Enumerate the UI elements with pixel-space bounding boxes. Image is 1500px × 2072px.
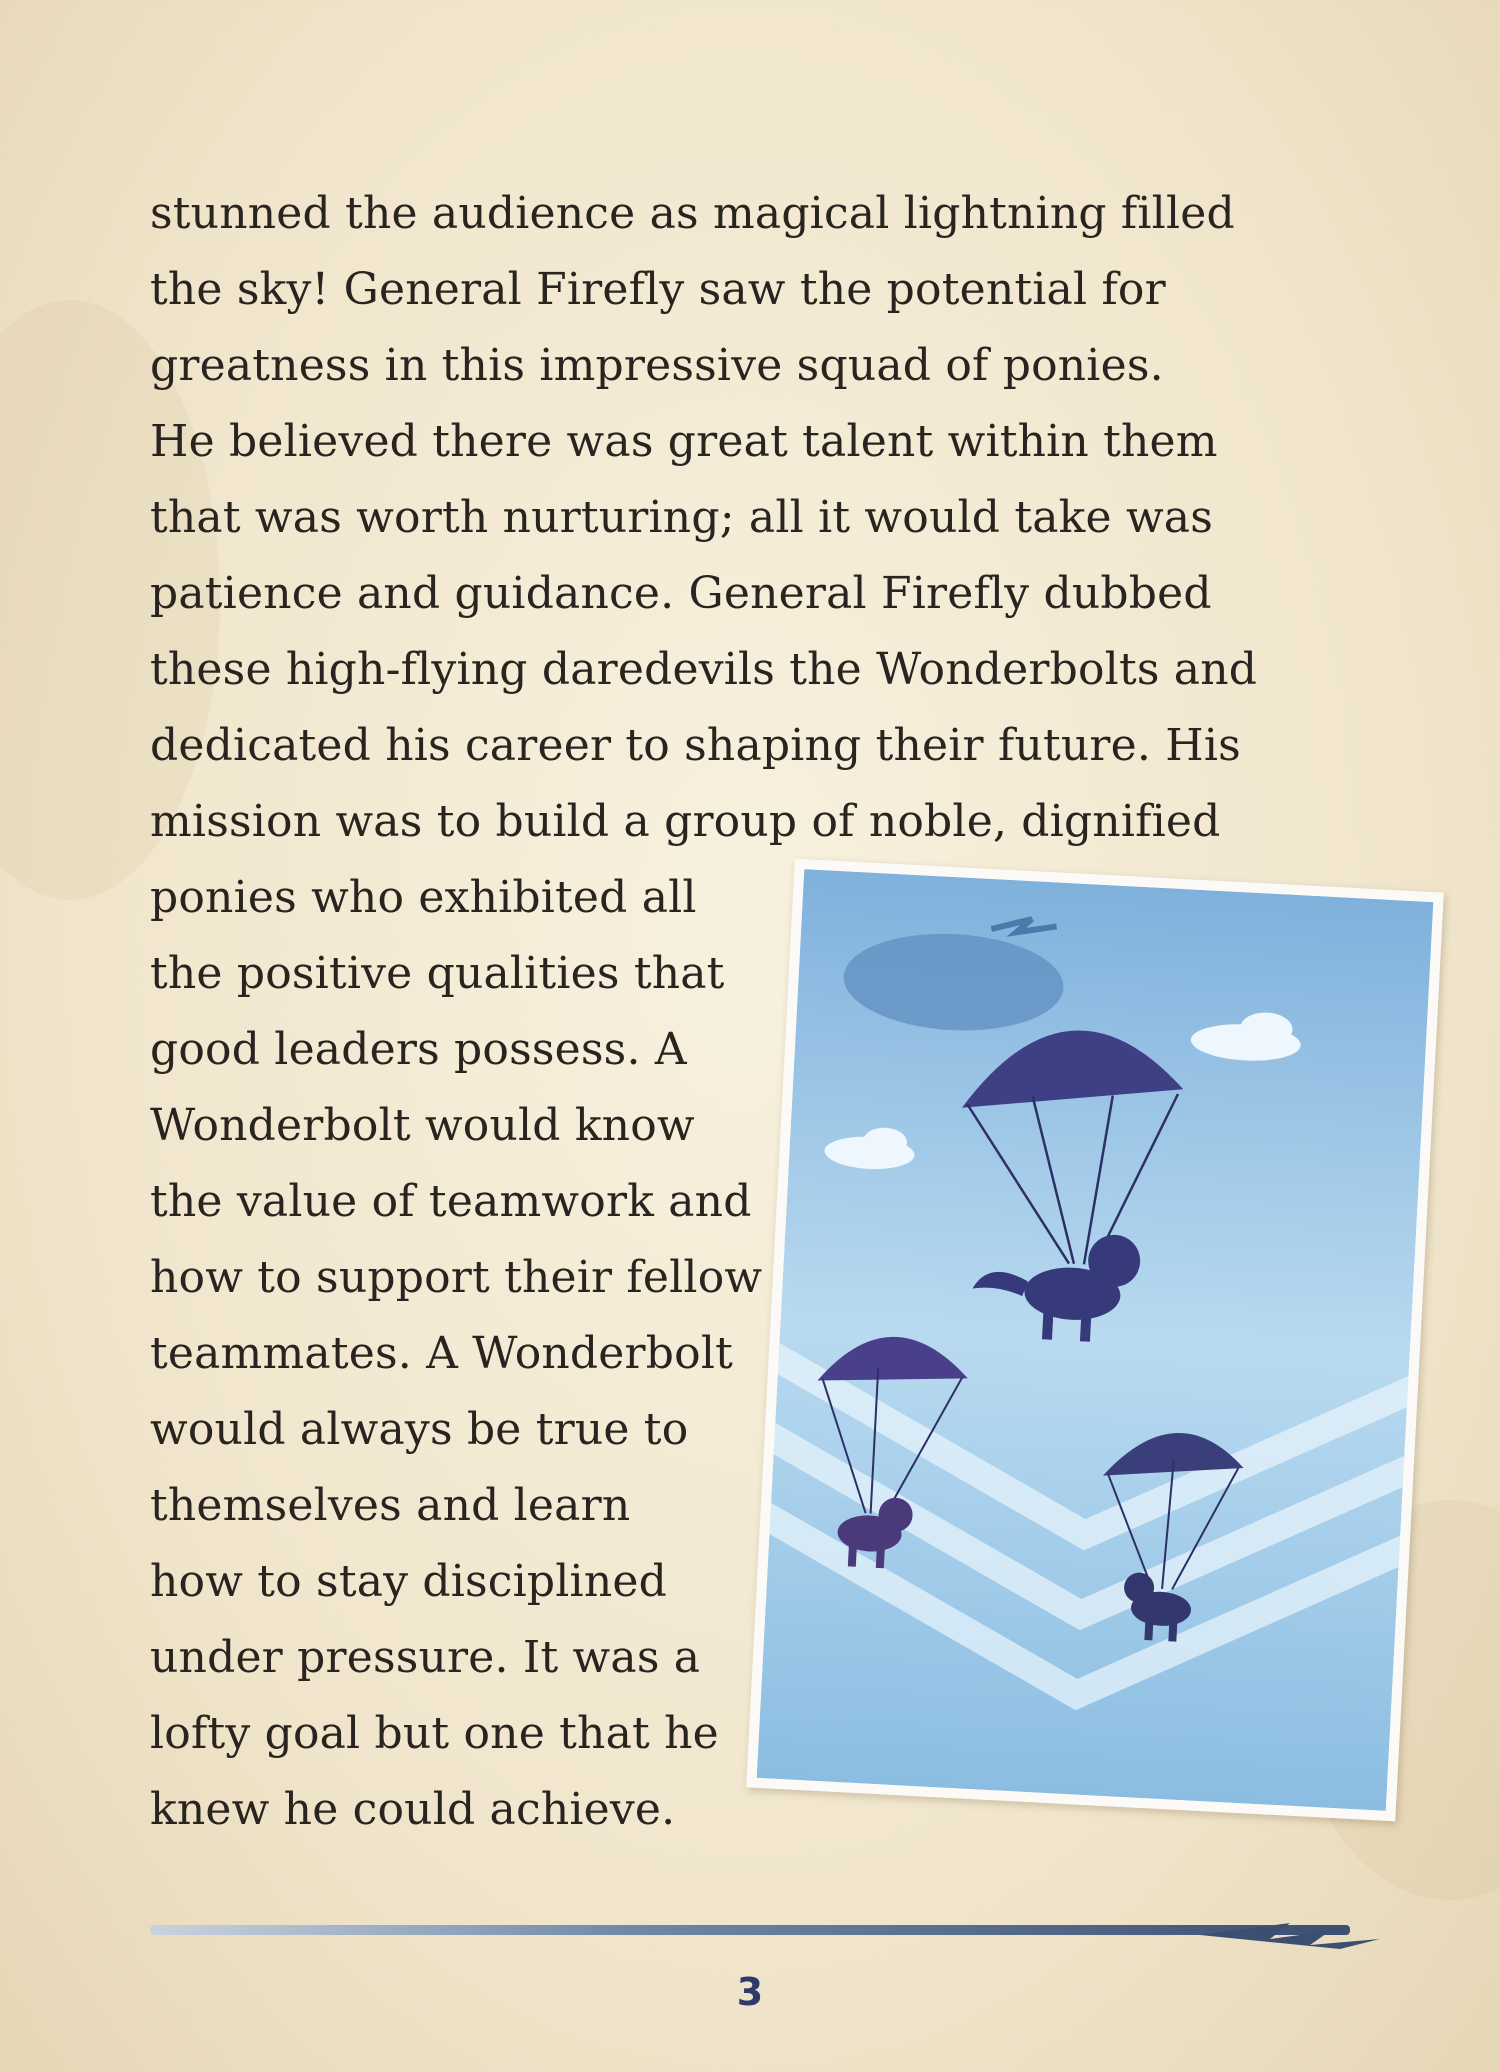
- text-line-4: He believed there was great talent within them: [150, 416, 1218, 467]
- text-line-21: lofty goal but one that he: [150, 1708, 719, 1759]
- text-line-12: good leaders possess. A: [150, 1024, 687, 1075]
- text-line-11: the positive qualities that: [150, 948, 725, 999]
- parachute-ponies-illustration: [746, 859, 1444, 1822]
- text-line-5: that was worth nurturing; all it would take was: [150, 492, 1214, 543]
- text-line-1: stunned the audience as magical lightning filled: [150, 188, 1235, 239]
- text-line-20: under pressure. It was a: [150, 1632, 701, 1683]
- text-line-13: Wonderbolt would know: [150, 1100, 695, 1151]
- text-line-16: teammates. A Wonderbolt: [150, 1328, 733, 1379]
- text-line-15: how to support their fellow: [150, 1252, 763, 1303]
- text-line-2: the sky! General Firefly saw the potential for: [150, 264, 1166, 315]
- footer-divider: [0, 1905, 1500, 1965]
- text-line-17: would always be true to: [150, 1404, 689, 1455]
- text-line-18: themselves and learn: [150, 1480, 631, 1531]
- text-line-9: mission was to build a group of noble, dignified: [150, 796, 1221, 847]
- text-line-6: patience and guidance. General Firefly dubbed: [150, 568, 1212, 619]
- text-line-7: these high-flying daredevils the Wonderbolts and: [150, 644, 1258, 695]
- text-line-22: knew he could achieve.: [150, 1784, 676, 1835]
- sky-background: [757, 869, 1434, 1811]
- text-line-19: how to stay disciplined: [150, 1556, 667, 1607]
- text-line-3: greatness in this impressive squad of ponies.: [150, 340, 1164, 391]
- page-number: 3: [736, 1970, 764, 2014]
- text-line-8: dedicated his career to shaping their future. His: [150, 720, 1241, 771]
- illustration-art: [757, 869, 1434, 1811]
- text-line-10: ponies who exhibited all: [150, 872, 697, 923]
- text-line-14: the value of teamwork and: [150, 1176, 752, 1227]
